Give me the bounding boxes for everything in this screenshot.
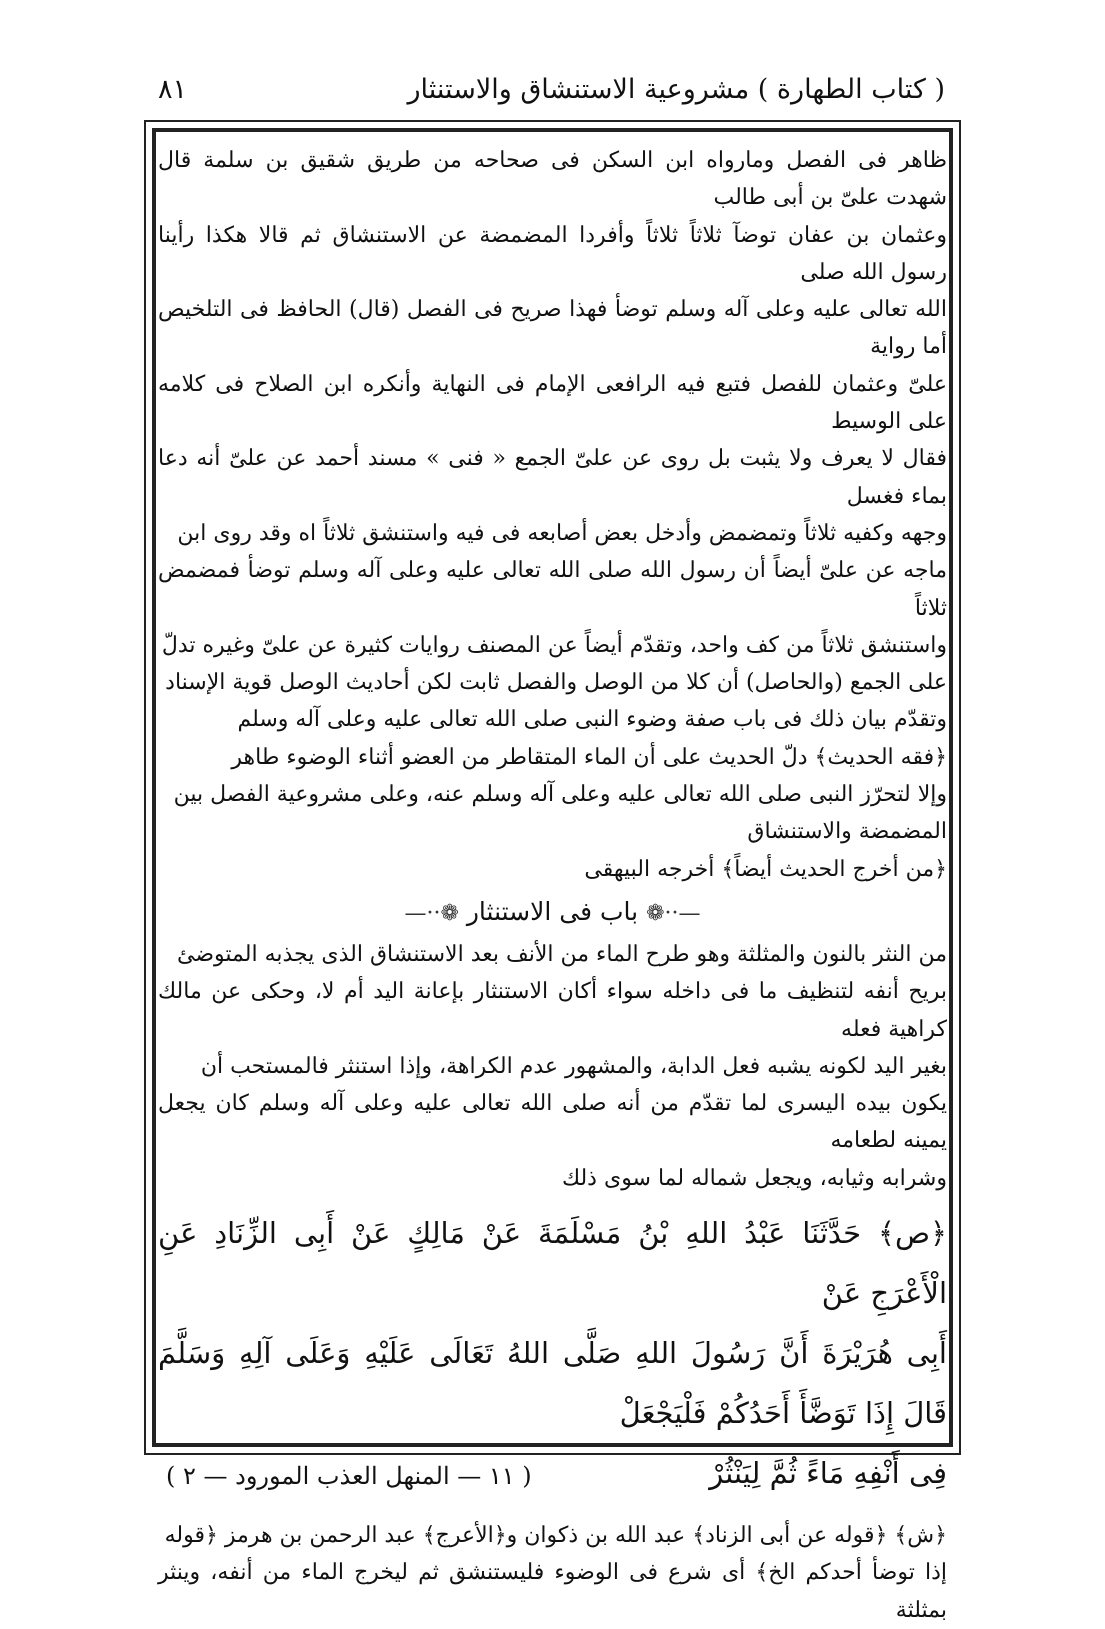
hadith-line: فِى أَنْفِهِ مَاءً ثُمَّ لِيَنْثُرْ [709, 1456, 947, 1491]
text-line: على الجمع (والحاصل) أن كلا من الوصل والفصل ثابت لكن أحاديث الوصل قوية الإسناد [165, 670, 947, 696]
text-line: ﴿فقه الحديث﴾ دلّ الحديث على أن الماء المتقاطر من العضو أثناء الوضوء طاهر [231, 744, 947, 770]
sharh-commentary [158, 1517, 947, 1629]
hadith-text [158, 1203, 947, 1503]
text-line: من النثر بالنون والمثلثة وهو طرح الماء من الأنف بعد الاستنشاق الذى يجذبه المتوضئ [177, 941, 947, 967]
page-body [158, 142, 947, 1629]
paragraph-fasl-discussion [158, 142, 947, 739]
paragraph-istinthar-definition [158, 936, 947, 1197]
text-line: فقال لا يعرف ولا يثبت بل روى عن علىّ الجمع « فنى » مسند أحمد عن علىّ أنه دعا بماء فغسل [158, 446, 947, 509]
text-line: المضمضة والاستنشاق [747, 819, 947, 845]
text-line: علىّ وعثمان للفصل فتبع فيه الرافعى الإمام فى النهاية وأنكره ابن الصلاح فى كلامه على الوسيط [158, 371, 947, 435]
paragraph-takhrij: ﴿من أخرج الحديث أيضاً﴾ أخرجه البيهقى [584, 856, 947, 882]
text-line: وإلا لتحرّز النبى صلى الله تعالى عليه وعلى آله وسلم عنه، وعلى مشروعية الفصل بين [173, 782, 947, 808]
section-heading-text: باب فى الاستنثار [466, 896, 639, 926]
text-line: ماجه عن علىّ أيضاً أن رسول الله صلى الله تعالى عليه وعلى آله وسلم توضأ فمضمض ثلاثاً [158, 558, 947, 621]
text-line: ظاهر فى الفصل ومارواه ابن السكن فى صحاحه من طريق شقيق بن سلمة قال شهدت علىّ بن أبى طالب [158, 148, 947, 211]
text-line: إذا توضأ أحدكم الخ﴾ أى شرع فى الوضوء فليستنشق ثم ليخرج الماء من أنفه، وينثر بمثلثة [158, 1560, 947, 1623]
running-title: ( كتاب الطهارة ) مشروعية الاستنشاق والاستنثار [407, 74, 945, 105]
text-line: وجهه وكفيه ثلاثاً وتمضمض وأدخل بعض أصابعه فى فيه واستنشق ثلاثاً اه وقد روى ابن [177, 520, 947, 546]
text-line: وشرابه وثيابه، ويجعل شماله لما سوى ذلك [561, 1165, 947, 1191]
text-line: وعثمان بن عفان توضآ ثلاثاً ثلاثاً وأفردا المضمضة عن الاستنشاق ثم قالا هكذا رأينا رسول الله صلى [158, 222, 947, 285]
section-heading [158, 890, 947, 936]
page-number: ٨١ [158, 74, 188, 105]
hadith-line: ﴿ص﴾ حَدَّثَنَا عَبْدُ اللهِ بْنُ مَسْلَمَةَ عَنْ مَالِكٍ عَنْ أَبِى الزِّنَادِ عَنِ الْأَعْرَجِ عَنْ [158, 1216, 947, 1311]
ornament-right-icon: ❁··— [404, 900, 459, 926]
printer-signature: ( ١١ — المنهل العذب المورود — ٢ ) [166, 1462, 532, 1490]
page-header [150, 68, 955, 118]
hadith-line: أَبِى هُرَيْرَةَ أَنَّ رَسُولَ اللهِ صَلَّى اللهُ تَعَالَى عَلَيْهِ وَعَلَى آلِهِ وَسَلَّمَ قَالَ إِذَا تَوَضَّأَ أَحَدُكُمْ فَلْيَجْعَلْ [158, 1336, 947, 1431]
text-line: الله تعالى عليه وعلى آله وسلم توضأ فهذا صريح فى الفصل (قال) الحافظ فى التلخيص أما رواية [158, 297, 947, 360]
text-line: وتقدّم بيان ذلك فى باب صفة وضوء النبى صلى الله تعالى عليه وعلى آله وسلم [237, 707, 947, 733]
text-line: بريح أنفه لتنظيف ما فى داخله سواء أكان الاستنثار بإعانة اليد أم لا، وحكى عن مالك كراهية فعله [158, 979, 947, 1042]
text-line: بغير اليد لكونه يشبه فعل الدابة، والمشهور عدم الكراهة، وإذا استنثر فالمستحب أن [200, 1053, 947, 1079]
text-line: يكون بيده اليسرى لما تقدّم من أنه صلى الله تعالى عليه وعلى آله وسلم كان يجعل يمينه لطعامه [158, 1091, 947, 1154]
paragraph-fiqh-al-hadith [158, 739, 947, 851]
text-line: واستنشق ثلاثاً من كف واحد، وتقدّم أيضاً عن المصنف روايات كثيرة عن علىّ وغيره تدلّ [161, 632, 947, 658]
ornament-left-icon: —··❁ [646, 900, 701, 926]
text-line: ﴿ش﴾ ﴿قوله عن أبى الزناد﴾ عبد الله بن ذكوان و﴿الأعرج﴾ عبد الرحمن بن هرمز ﴿قوله [164, 1523, 947, 1549]
